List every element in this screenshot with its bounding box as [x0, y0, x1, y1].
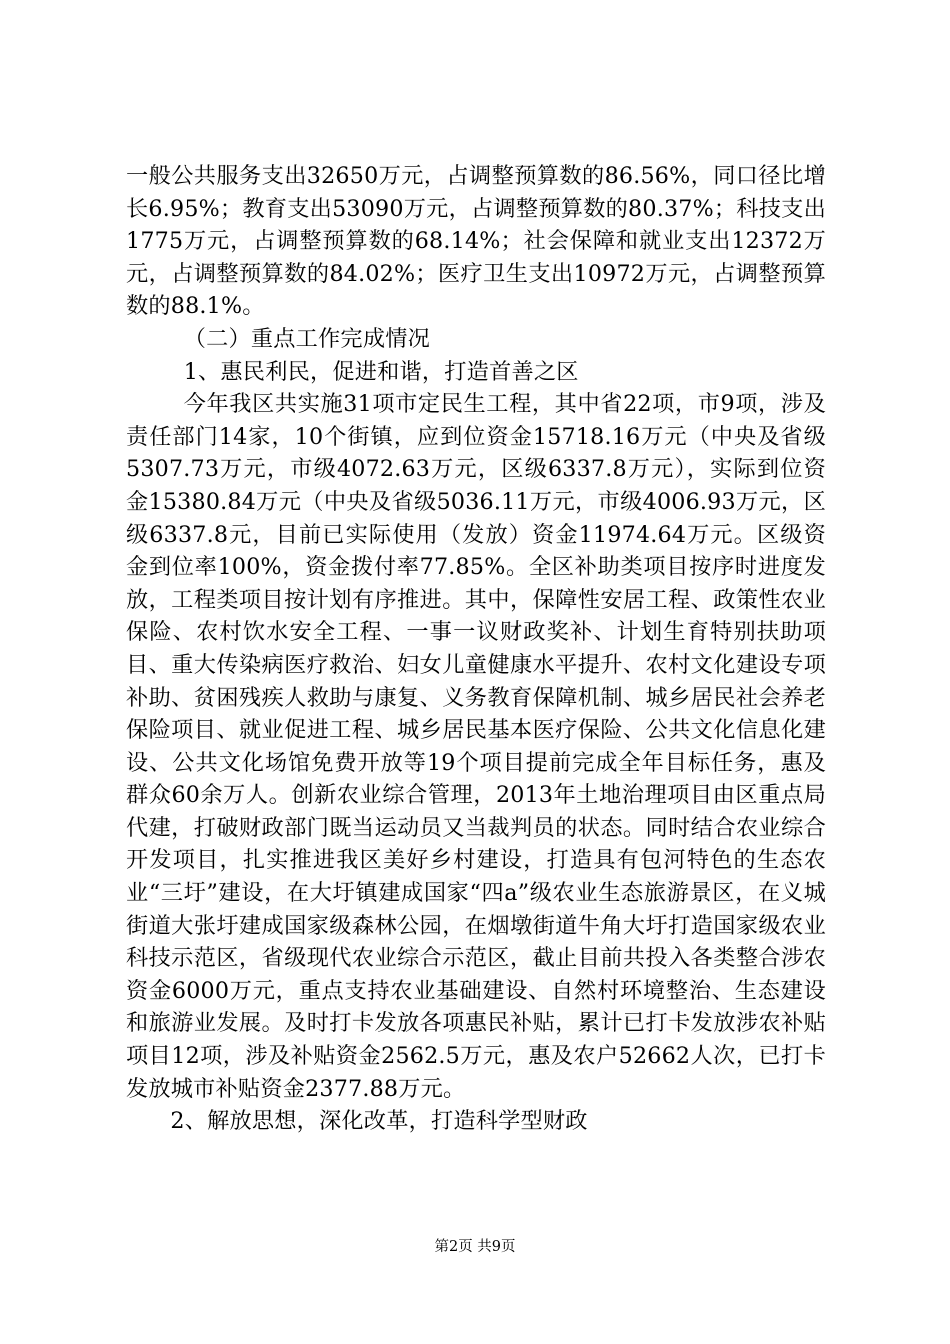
section-heading-key-work: （二）重点工作完成情况	[183, 325, 430, 352]
paragraph-expenditure-summary: 一般公共服务支出32650万元，占调整预算数的86.56%，同口径比增长6.95%；教育支出53090万元，占调整预算数的80.37%；科技支出1775万元，占调整预算数的68.14%；社会保障和就业支出12372万元，占调整预算数的84.02%；医疗卫生支出10972万元，占调整预算数的88.1%。	[126, 163, 826, 320]
page-footer: 第2页 共9页	[434, 1239, 516, 1255]
document-body	[126, 160, 826, 1138]
subsection-heading-1: 1、惠民利民，促进和谐，打造首善之区	[183, 358, 579, 385]
paragraph-livelihood-projects: 今年我区共实施31项市定民生工程，其中省22项，市9项，涉及责任部门14家，10个街镇，应到位资金15718.16万元（中央及省级5307.73万元，市级4072.63万元，区级6337.8万元），实际到位资金15380.84万元（中央及省级5036.11万元，市级4006.93万元，区级6337.8元，目前已实际使用（发放）资金11974.64万元。区级资金到位率100%，资金拨付率77.85%。全区补助类项目按序时进度发放，工程类项目按计划有序推进。其中，保障性安居工程、政策性农业保险、农村饮水安全工程、一事一议财政奖补、计划生育特别扶助项目、重大传染病医疗救治、妇女儿童健康水平提升、农村文化建设专项补助、贫困残疾人救助与康复、义务教育保障机制、城乡居民社会养老保险项目、就业促进工程、城乡居民基本医疗保险、公共文化信息化建设、公共文化场馆免费开放等19个项目提前完成全年目标任务，惠及群众60余万人。创新农业综合管理，2013年土地治理项目由区重点局代建，打破财政部门既当运动员又当裁判员的状态。同时结合农业综合开发项目，扎实推进我区美好乡村建设，打造具有包河特色的生态农业“三圩”建设，在大圩镇建成国家“四a”级农业生态旅游景区，在义城街道大张圩建成国家级森林公园，在烟墩街道牛角大圩打造国家级农业科技示范区，省级现代农业综合示范区，截止目前共投入各类整合涉农资金6000万元，重点支持农业基础建设、自然村环境整治、生态建设和旅游业发展。及时打卡发放各项惠民补贴，累计已打卡发放涉农补贴项目12项，涉及补贴资金2562.5万元，惠及农户52662人次，已打卡发放城市补贴资金2377.88万元。	[126, 391, 826, 1102]
subsection-heading-2: 2、解放思想，深化改革，打造科学型财政	[170, 1108, 588, 1135]
